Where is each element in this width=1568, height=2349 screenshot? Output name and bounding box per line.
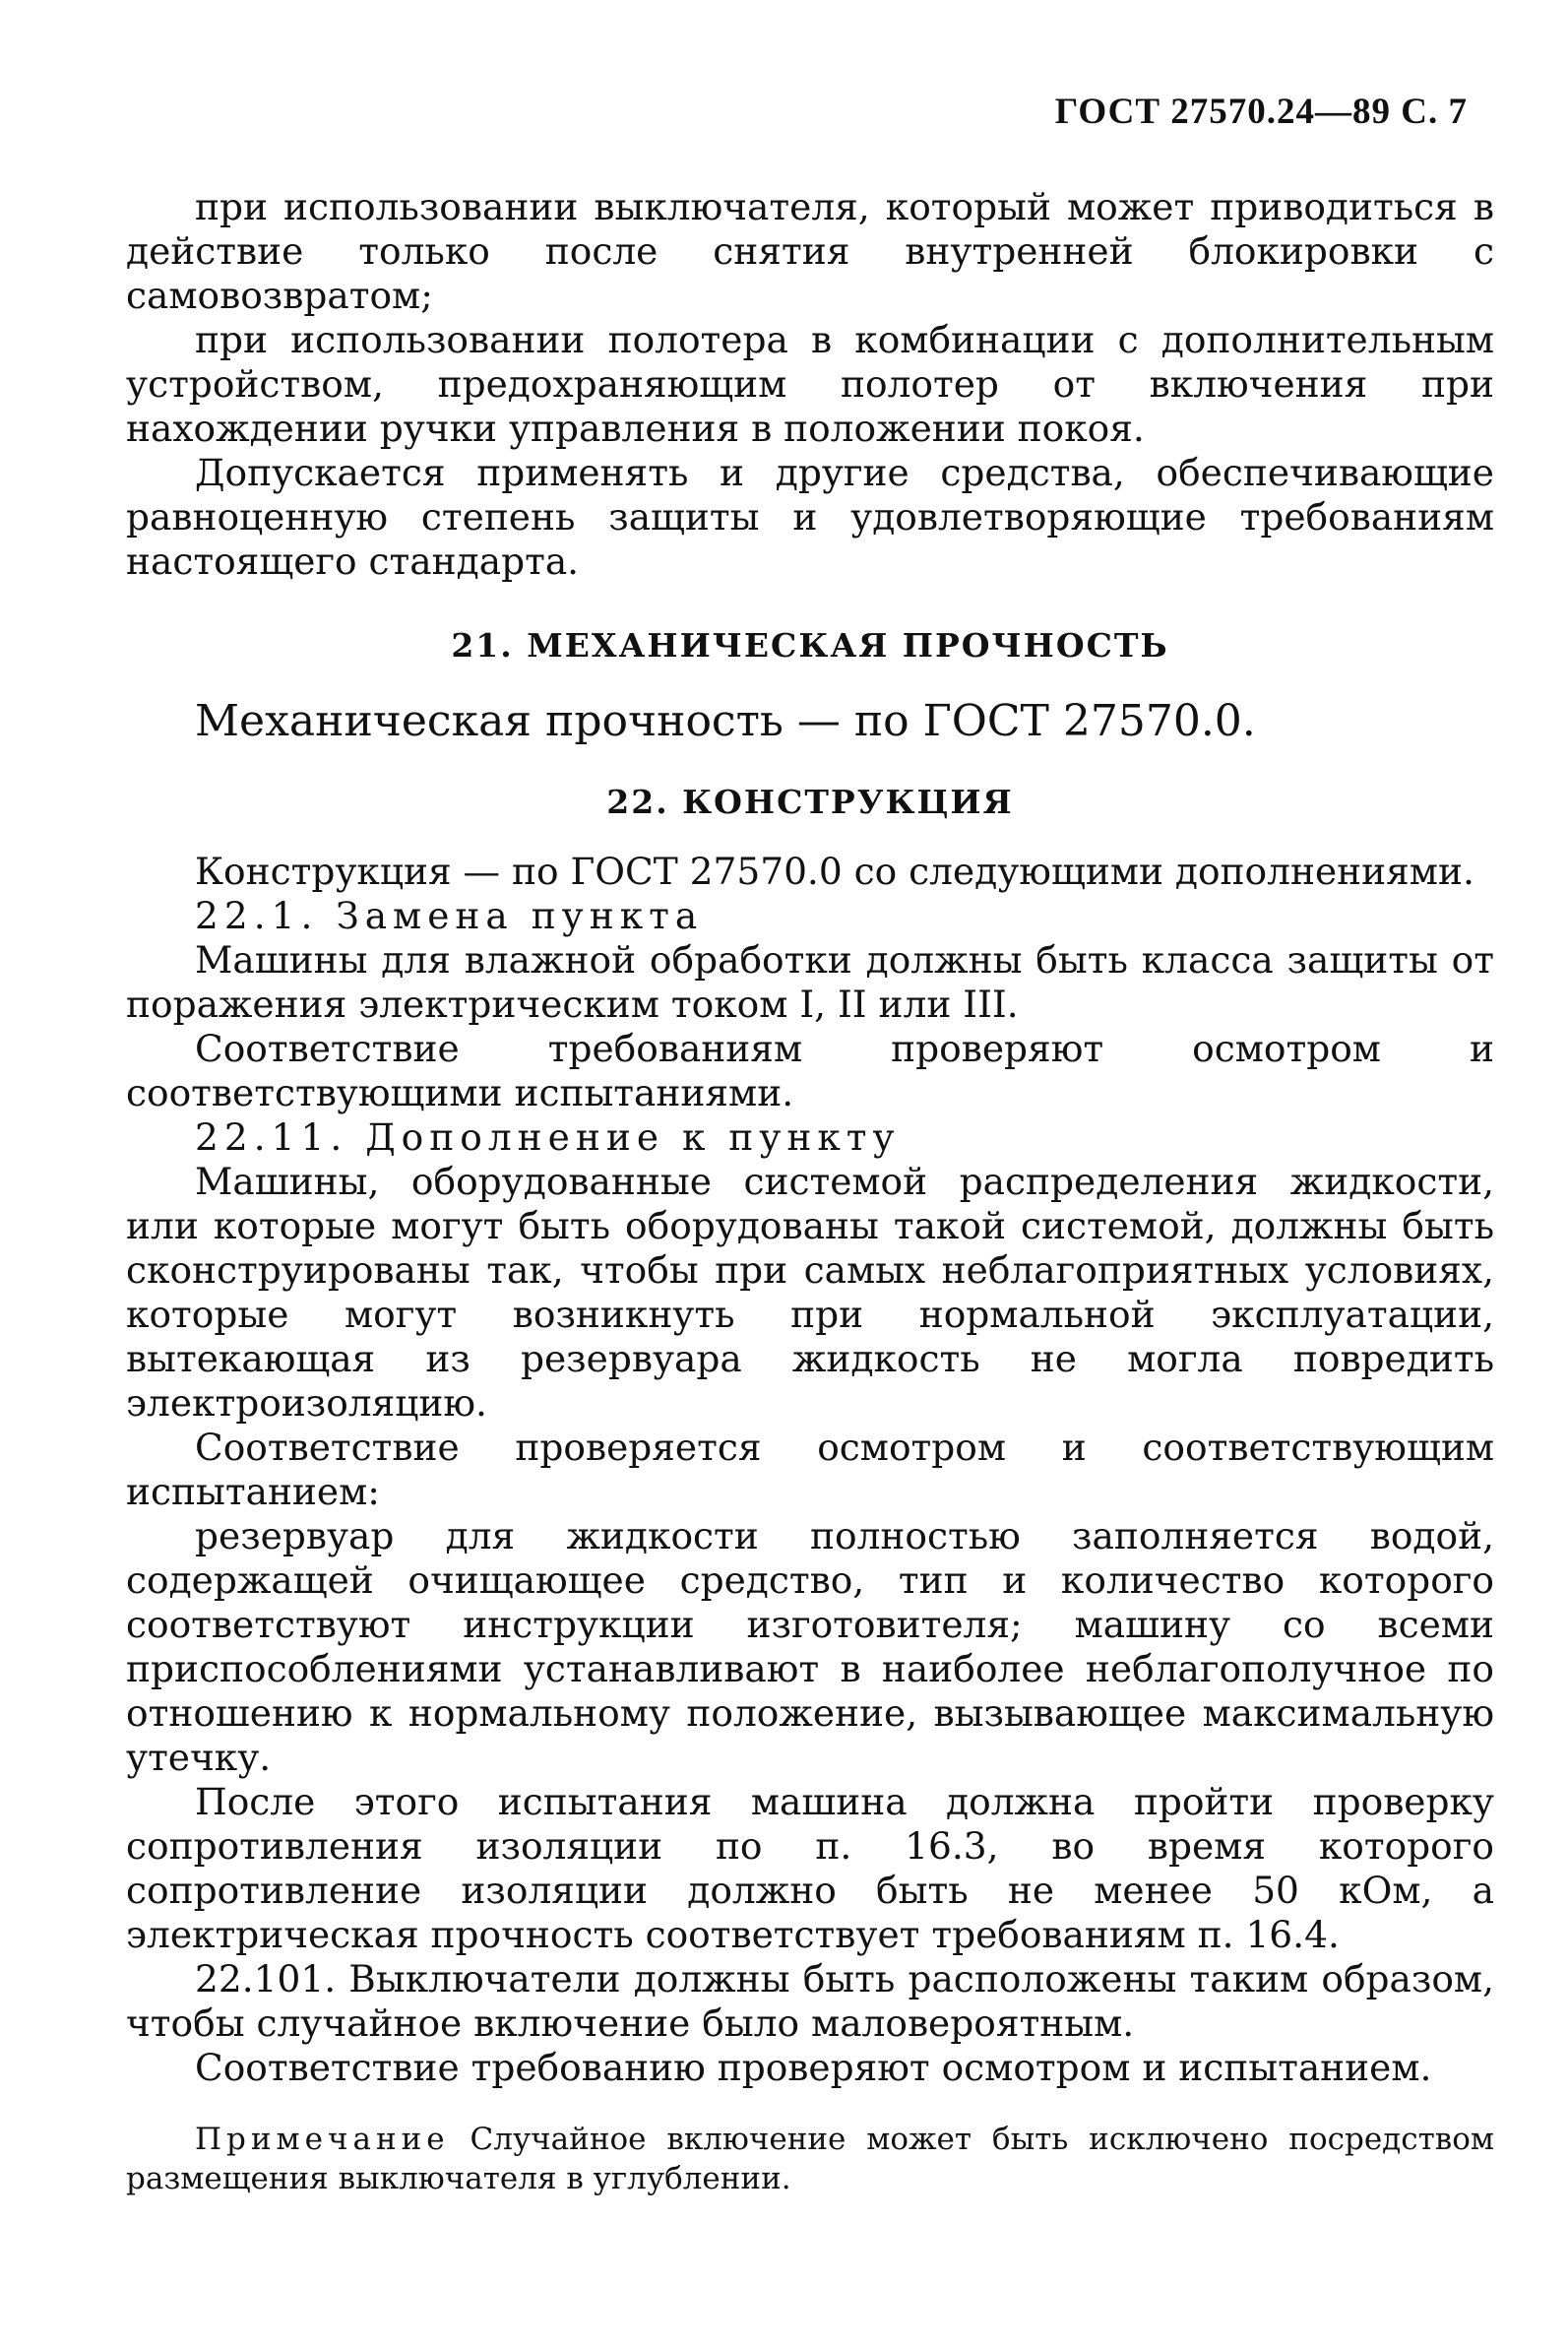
item-22-1-heading: 22.1. Замена пункта — [195, 894, 704, 937]
document-body — [126, 185, 1494, 2198]
running-header: ГОСТ 27570.24—89 С. 7 — [1054, 92, 1468, 132]
item-22-11-check: Соответствие проверяется осмотром и соответствующим испытанием: — [126, 1426, 1494, 1513]
item-22-1-check: Соответствие требованиям проверяют осмотром и соответствующими испытаниями. — [126, 1027, 1494, 1114]
section-22-title: 22. КОНСТРУКЦИЯ — [606, 783, 1014, 821]
section-21-title: 21. МЕХАНИЧЕСКАЯ ПРОЧНОСТЬ — [451, 626, 1169, 665]
item-22-101-check: Соответствие требованию проверяют осмотром и испытанием. — [195, 2046, 1432, 2089]
paragraph: при использовании полотера в комбинации с дополнительным устройством, предохраняющим полотер от включения при нахождении ручки управления в положении покоя. — [126, 318, 1494, 450]
note — [126, 2120, 1494, 2198]
paragraph: при использовании выключателя, который может приводиться в действие только после снятия внутренней блокировки с самовозвратом; — [126, 185, 1494, 317]
item-22-11-text: Машины, оборудованные системой распределения жидкости, или которые могут быть оборудованы такой системой, должны быть сконструированы так, чтобы при самых неблагоприятных условиях, которые могут возникнуть при нормальной эксплуатации, вытекающая из резервуара жидкость не могла повредить электроизоляцию. — [126, 1160, 1494, 1425]
item-22-1-text: Машины для влажной обработки должны быть класса защиты от поражения электрическим током I, II или III. — [126, 938, 1494, 1026]
item-22-101-text: 22.101. Выключатели должны быть расположены таким образом, чтобы случайное включение было маловероятным. — [126, 1957, 1494, 2045]
item-22-11-after: После этого испытания машина должна пройти проверку сопротивления изоляции по п. 16.3, во время которого сопротивление изоляции должно быть не менее 50 кОм, а электрическая прочность соответствует требованиям п. 16.4. — [126, 1780, 1494, 1956]
item-22-11-test: резервуар для жидкости полностью заполняется водой, содержащей очищающее средство, тип и количество которого соответствуют инструкции изготовителя; машину со всеми приспособлениями устанавливают в наиболее неблагополучное по отношению к нормальному положение, вызывающее максимальную утечку. — [126, 1514, 1494, 1779]
section-21-text: Механическая прочность — по ГОСТ 27570.0. — [195, 696, 1256, 746]
paragraph: Допускается применять и другие средства, обеспечивающие равноценную степень защиты и удовлетворяющие требованиям настоящего стандарта. — [126, 451, 1494, 583]
item-22-11-heading: 22.11. Дополнение к пункту — [195, 1115, 901, 1159]
note-label: Примечание — [195, 2122, 450, 2157]
section-22-intro: Конструкция — по ГОСТ 27570.0 со следующими дополнениями. — [195, 850, 1474, 893]
note-text: Случайное включение может быть исключено посредством размещения выключателя в углублении. — [126, 2122, 1494, 2196]
